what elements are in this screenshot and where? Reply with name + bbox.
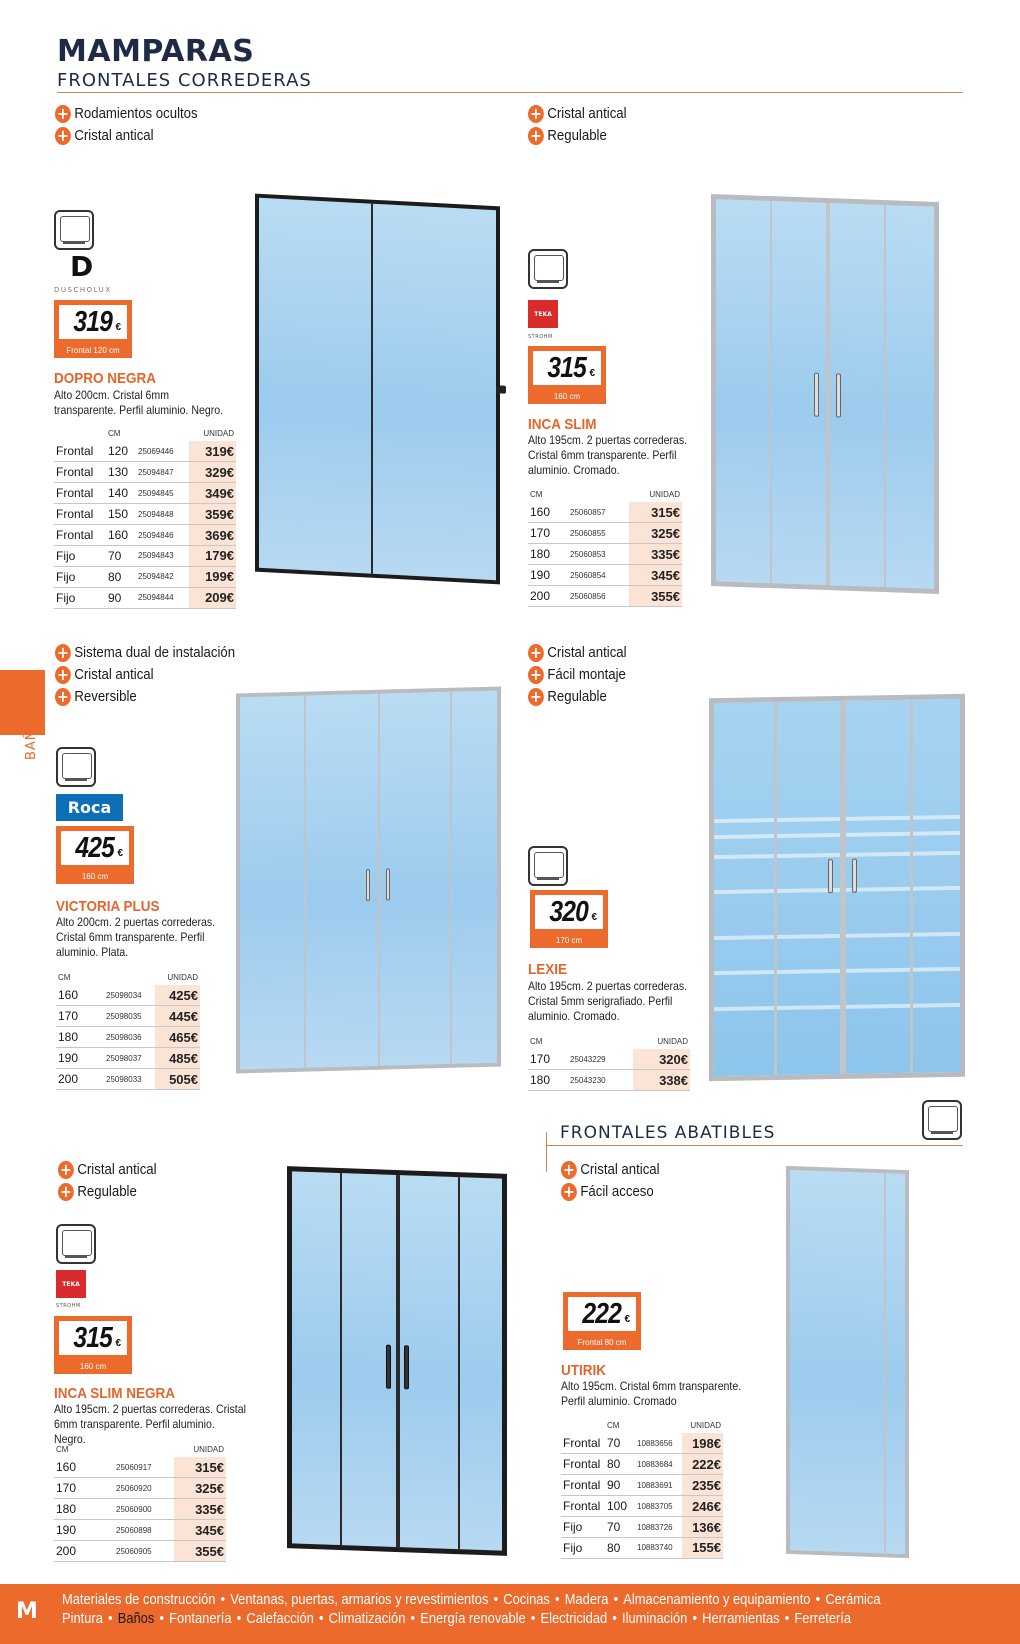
price-currency: € (589, 368, 595, 379)
footer-category-link[interactable]: Pintura (62, 1610, 103, 1627)
table-row (528, 544, 682, 565)
row-size: 90 (106, 587, 136, 608)
row-size: 190 (528, 565, 568, 586)
product-description: Alto 200cm. 2 puertas correderas. Cristal 6mm transparente. Perfil aluminio. Plata. (56, 915, 216, 959)
row-code: 25094845 (136, 483, 189, 504)
feature-item: + Regulable (58, 1182, 157, 1201)
row-price: 345€ (629, 565, 682, 586)
row-size: 120 (106, 441, 136, 462)
row-price: 335€ (629, 544, 682, 565)
row-price: 445€ (155, 1006, 200, 1027)
footer-category-link[interactable]: Almacenamiento y equipamiento (623, 1591, 811, 1608)
feature-item: + Fácil montaje (528, 665, 627, 684)
section-divider (546, 1145, 963, 1146)
row-code: 25060920 (114, 1478, 174, 1499)
row-code: 25060898 (114, 1520, 174, 1541)
feature-item: + Cristal antical (55, 665, 235, 684)
row-code: 25060917 (114, 1457, 174, 1478)
brand-sub: STROHM (56, 1303, 81, 1309)
table-row (54, 462, 236, 483)
table-row (561, 1517, 723, 1538)
row-size: 140 (106, 483, 136, 504)
shower-screen-image (287, 1166, 507, 1556)
price-value: 425 (75, 831, 115, 864)
row-code: 25094842 (136, 566, 189, 587)
table-row (54, 525, 236, 546)
plus-icon: + (55, 666, 71, 684)
row-size: 170 (56, 1006, 104, 1027)
separator: • (410, 1610, 416, 1627)
plus-icon: + (561, 1183, 577, 1201)
table-row (561, 1496, 723, 1517)
row-code: 25094847 (136, 462, 189, 483)
row-code: 25060856 (568, 586, 629, 607)
table-row (54, 545, 236, 566)
table-row (561, 1537, 723, 1558)
row-price: 315€ (629, 502, 682, 523)
price-tag (563, 1292, 641, 1350)
row-price: 246€ (682, 1496, 723, 1517)
separator: • (493, 1591, 499, 1608)
spec-table: CM UNIDAD Frontal 120 25069446 319€ Frontal 130 25094847 329€ Frontal 140 25094845 349€ Frontal 150 25094848 359€ Frontal 160 25094846 369€ Fijo 70 25094843 179€ Fijo 80 25094842 199€ Fijo 90 25094844 209€ (54, 427, 236, 609)
row-size: 160 (106, 525, 136, 546)
row-price: 325€ (629, 523, 682, 544)
price-currency: € (115, 1338, 121, 1349)
row-price: 349€ (189, 483, 236, 504)
row-size: 160 (528, 502, 568, 523)
table-row (54, 566, 236, 587)
row-price: 338€ (633, 1070, 690, 1091)
screen-icon (56, 1224, 96, 1264)
row-price: 465€ (155, 1027, 200, 1048)
shower-screen-image (711, 194, 939, 594)
row-price: 319€ (189, 441, 236, 462)
footer-category-link[interactable]: Calefacción (246, 1610, 314, 1627)
row-code: 25060900 (114, 1499, 174, 1520)
spec-table: CM UNIDAD 160 25098034 425€ 170 25098035 445€ 180 25098036 465€ 190 25098037 485€ 200 25098033 505€ (56, 971, 200, 1090)
row-price: 199€ (189, 566, 236, 587)
plus-icon: + (528, 666, 544, 684)
row-code: 25098037 (104, 1048, 155, 1069)
row-size: 100 (605, 1496, 635, 1517)
plus-icon: + (58, 1183, 74, 1201)
table-row (528, 586, 682, 607)
table-row (54, 1520, 226, 1541)
price-note: 160 cm (553, 392, 581, 401)
row-size: 170 (528, 1049, 568, 1070)
row-size: 70 (106, 545, 136, 566)
row-code: 10883705 (635, 1496, 682, 1517)
price-note: Frontal 80 cm (577, 1338, 627, 1347)
product-name: LEXIE (528, 961, 568, 978)
product-name: UTIRIK (561, 1362, 606, 1379)
footer-category-link[interactable]: Cerámica (825, 1591, 881, 1608)
separator: • (318, 1610, 324, 1627)
row-code: 25098036 (104, 1027, 155, 1048)
teka-logo: TEKA (56, 1270, 86, 1298)
row-size: 170 (54, 1478, 114, 1499)
screen-icon (528, 846, 568, 886)
section-divider (546, 1132, 547, 1172)
price-tag (530, 890, 608, 948)
row-code: 10883691 (635, 1475, 682, 1496)
page-title: MAMPARAS (57, 34, 255, 69)
footer-category-link[interactable]: Cocinas (503, 1591, 550, 1608)
row-size: 70 (605, 1433, 635, 1454)
row-code: 25060855 (568, 523, 629, 544)
row-code: 25043229 (568, 1049, 633, 1070)
price-currency: € (591, 912, 597, 923)
feature-item: + Rodamientos ocultos (55, 104, 198, 123)
row-size: 90 (605, 1475, 635, 1496)
separator: • (108, 1610, 113, 1627)
shower-screen-image (786, 1166, 909, 1558)
table-row (56, 1027, 200, 1048)
row-price: 325€ (174, 1478, 226, 1499)
footer-category-link[interactable]: Iluminación (622, 1610, 688, 1627)
separator: • (815, 1591, 821, 1608)
spec-table: CM UNIDAD Frontal 70 10883656 198€ Frontal 80 10883684 222€ Frontal 90 10883691 235€ Frontal 100 10883705 246€ Fijo 70 10883726 136€ Fijo 80 10883740 155€ (561, 1419, 723, 1559)
feature-list (528, 104, 640, 145)
row-size: 180 (528, 1070, 568, 1091)
row-size: 80 (605, 1537, 635, 1558)
product-name: INCA SLIM NEGRA (54, 1385, 176, 1402)
plus-icon: + (528, 127, 544, 145)
plus-icon: + (528, 688, 544, 706)
title-divider (57, 92, 963, 93)
brand-logo: M (16, 1599, 38, 1624)
row-price: 369€ (189, 525, 236, 546)
footer-bar (0, 1584, 1020, 1644)
row-price: 155€ (682, 1537, 723, 1558)
shower-screen-image (236, 687, 501, 1074)
table-row (54, 1478, 226, 1499)
brand-name: DUSCHOLUX (54, 286, 112, 294)
product-description: Alto 195cm. 2 puertas correderas. Cristal 5mm serigrafiado. Perfil aluminio. Cromado. (528, 979, 688, 1023)
separator: • (220, 1591, 226, 1608)
row-code: 10883684 (635, 1454, 682, 1475)
row-type: Frontal (561, 1496, 605, 1517)
separator: • (159, 1610, 165, 1627)
footer-category-link[interactable]: Fontanería (169, 1610, 232, 1627)
screen-icon (54, 210, 94, 250)
row-price: 425€ (155, 985, 200, 1006)
row-type: Fijo (54, 587, 106, 608)
row-size: 190 (54, 1520, 114, 1541)
table-row (528, 1070, 690, 1091)
spec-table: CM UNIDAD 160 25060857 315€ 170 25060855 325€ 180 25060853 335€ 190 25060854 345€ 200 25060856 355€ (528, 488, 682, 607)
row-price: 329€ (189, 462, 236, 483)
table-row (54, 441, 236, 462)
footer-category-link[interactable]: Herramientas (702, 1610, 780, 1627)
row-size: 130 (106, 462, 136, 483)
plus-icon: + (55, 688, 71, 706)
product-name: DOPRO NEGRA (54, 370, 157, 387)
feature-list (528, 643, 640, 706)
plus-icon: + (561, 1161, 577, 1179)
footer-category-link[interactable]: Materiales de construcción (62, 1591, 216, 1608)
row-type: Frontal (54, 462, 106, 483)
feature-item: + Cristal antical (528, 643, 627, 662)
screen-icon (528, 249, 568, 289)
separator: • (692, 1610, 697, 1627)
product-description: Alto 195cm. 2 puertas correderas. Cristal 6mm transparente. Perfil aluminio. Negro. (54, 1402, 246, 1446)
row-price: 505€ (155, 1069, 200, 1090)
product-description: Alto 195cm. Cristal 6mm transparente. Perfil aluminio. Cromado (561, 1379, 742, 1408)
row-code: 25094846 (136, 525, 189, 546)
row-price: 315€ (174, 1457, 226, 1478)
separator: • (236, 1610, 242, 1627)
row-code: 25098033 (104, 1069, 155, 1090)
row-size: 200 (56, 1069, 104, 1090)
row-size: 190 (56, 1048, 104, 1069)
section-title: FRONTALES ABATIBLES (560, 1123, 776, 1143)
row-size: 170 (528, 523, 568, 544)
section-label: BAÑOS (24, 708, 39, 760)
separator: • (530, 1610, 536, 1627)
table-row (56, 1006, 200, 1027)
table-row (561, 1433, 723, 1454)
price-note: Frontal 120 cm (66, 346, 120, 355)
feature-item: + Reversible (55, 687, 235, 706)
feature-item: + Fácil acceso (561, 1182, 660, 1201)
table-row (528, 1049, 690, 1070)
footer-category-link[interactable]: Baños (117, 1610, 155, 1627)
row-size: 160 (54, 1457, 114, 1478)
price-value: 320 (549, 895, 589, 928)
plus-icon: + (55, 127, 71, 145)
table-row (561, 1454, 723, 1475)
row-price: 222€ (682, 1454, 723, 1475)
row-code: 25094844 (136, 587, 189, 608)
row-price: 355€ (629, 586, 682, 607)
footer-category-link[interactable]: Climatización (328, 1610, 406, 1627)
teka-logo: TEKA (528, 300, 558, 328)
price-value: 319 (73, 305, 113, 338)
table-row (54, 1457, 226, 1478)
feature-item: + Sistema dual de instalación (55, 643, 235, 662)
table-row (528, 523, 682, 544)
table-row (561, 1475, 723, 1496)
spec-table: CM UNIDAD 170 25043229 320€ 180 25043230 338€ (528, 1035, 690, 1091)
price-value: 222 (582, 1297, 622, 1330)
footer-category-link[interactable]: Madera (564, 1591, 609, 1608)
plus-icon: + (55, 105, 71, 123)
product-name: INCA SLIM (528, 416, 597, 433)
shower-screen-image (709, 694, 965, 1081)
row-size: 70 (605, 1517, 635, 1538)
row-code: 25069446 (136, 441, 189, 462)
footer-category-link[interactable]: Energía renovable (420, 1610, 526, 1627)
roca-logo: Roca (56, 794, 123, 821)
row-price: 345€ (174, 1520, 226, 1541)
row-type: Frontal (561, 1454, 605, 1475)
footer-categories-line1 (62, 1591, 881, 1608)
feature-item: + Regulable (528, 126, 627, 145)
row-price: 179€ (189, 545, 236, 566)
row-code: 25060905 (114, 1541, 174, 1562)
table-row (528, 565, 682, 586)
table-row (528, 502, 682, 523)
row-price: 136€ (682, 1517, 723, 1538)
row-size: 180 (528, 544, 568, 565)
row-type: Fijo (54, 545, 106, 566)
footer-category-link[interactable]: Ferretería (794, 1610, 852, 1627)
row-size: 200 (54, 1541, 114, 1562)
shower-screen-image (255, 194, 500, 585)
table-row (54, 1499, 226, 1520)
price-tag (56, 826, 134, 884)
row-price: 355€ (174, 1541, 226, 1562)
footer-category-link[interactable]: Ventanas, puertas, armarios y revestimientos (230, 1591, 489, 1608)
row-type: Fijo (561, 1517, 605, 1538)
plus-icon: + (55, 644, 71, 662)
price-value: 315 (73, 1321, 113, 1354)
row-size: 160 (56, 985, 104, 1006)
feature-list (55, 643, 260, 706)
row-price: 485€ (155, 1048, 200, 1069)
table-row (56, 1069, 200, 1090)
row-size: 180 (54, 1499, 114, 1520)
price-currency: € (117, 848, 123, 859)
table-row (54, 504, 236, 525)
row-type: Frontal (561, 1475, 605, 1496)
row-size: 80 (106, 566, 136, 587)
brand-sub: STROHM (528, 334, 553, 340)
footer-category-link[interactable]: Electricidad (540, 1610, 608, 1627)
row-code: 10883656 (635, 1433, 682, 1454)
price-note: 160 cm (81, 872, 109, 881)
feature-item: + Cristal antical (561, 1160, 660, 1179)
row-price: 235€ (682, 1475, 723, 1496)
separator: • (613, 1591, 619, 1608)
row-type: Frontal (54, 483, 106, 504)
screen-icon (56, 747, 96, 787)
row-price: 335€ (174, 1499, 226, 1520)
table-row (56, 1048, 200, 1069)
row-size: 200 (528, 586, 568, 607)
row-code: 25060854 (568, 565, 629, 586)
separator: • (555, 1591, 560, 1608)
row-code: 25094848 (136, 504, 189, 525)
row-price: 359€ (189, 504, 236, 525)
row-size: 150 (106, 504, 136, 525)
row-type: Frontal (54, 504, 106, 525)
table-row (54, 483, 236, 504)
product-description: Alto 195cm. 2 puertas correderas. Cristal 6mm transparente. Perfil aluminio. Cromado. (528, 433, 688, 477)
row-price: 320€ (633, 1049, 690, 1070)
row-price: 198€ (682, 1433, 723, 1454)
row-code: 25094843 (136, 545, 189, 566)
row-code: 25098035 (104, 1006, 155, 1027)
row-price: 209€ (189, 587, 236, 608)
feature-list (561, 1160, 673, 1201)
page-subtitle: FRONTALES CORREDERAS (57, 70, 312, 91)
table-row (54, 587, 236, 608)
row-code: 25060857 (568, 502, 629, 523)
row-code: 25098034 (104, 985, 155, 1006)
price-currency: € (624, 1314, 630, 1325)
table-row (54, 1541, 226, 1562)
feature-list (58, 1160, 170, 1201)
feature-list (55, 104, 217, 145)
row-code: 25060853 (568, 544, 629, 565)
price-currency: € (115, 322, 121, 333)
plus-icon: + (528, 105, 544, 123)
row-type: Fijo (54, 566, 106, 587)
separator: • (612, 1610, 617, 1627)
table-row (56, 985, 200, 1006)
row-size: 180 (56, 1027, 104, 1048)
row-type: Frontal (54, 525, 106, 546)
row-code: 10883726 (635, 1517, 682, 1538)
row-type: Fijo (561, 1537, 605, 1558)
row-type: Frontal (54, 441, 106, 462)
duscholux-logo: D (70, 250, 94, 283)
row-code: 25043230 (568, 1070, 633, 1091)
price-note: 170 cm (555, 936, 583, 945)
feature-item: + Regulable (528, 687, 627, 706)
product-name: VICTORIA PLUS (56, 898, 160, 915)
feature-item: + Cristal antical (528, 104, 627, 123)
feature-item: + Cristal antical (55, 126, 198, 145)
price-value: 315 (547, 351, 587, 384)
feature-item: + Cristal antical (58, 1160, 157, 1179)
price-tag (54, 300, 132, 358)
row-code: 10883740 (635, 1537, 682, 1558)
plus-icon: + (58, 1161, 74, 1179)
plus-icon: + (528, 644, 544, 662)
price-note: 160 cm (79, 1362, 107, 1371)
row-size: 80 (605, 1454, 635, 1475)
footer-categories-line2 (62, 1610, 851, 1627)
spec-table: CM UNIDAD 160 25060917 315€ 170 25060920 325€ 180 25060900 335€ 190 25060898 345€ 200 25060905 355€ (54, 1443, 226, 1562)
row-type: Frontal (561, 1433, 605, 1454)
screen-icon (922, 1100, 962, 1140)
price-tag (528, 346, 606, 404)
product-description: Alto 200cm. Cristal 6mm transparente. Perfil aluminio. Negro. (54, 388, 224, 417)
separator: • (784, 1610, 790, 1627)
price-tag (54, 1316, 132, 1374)
